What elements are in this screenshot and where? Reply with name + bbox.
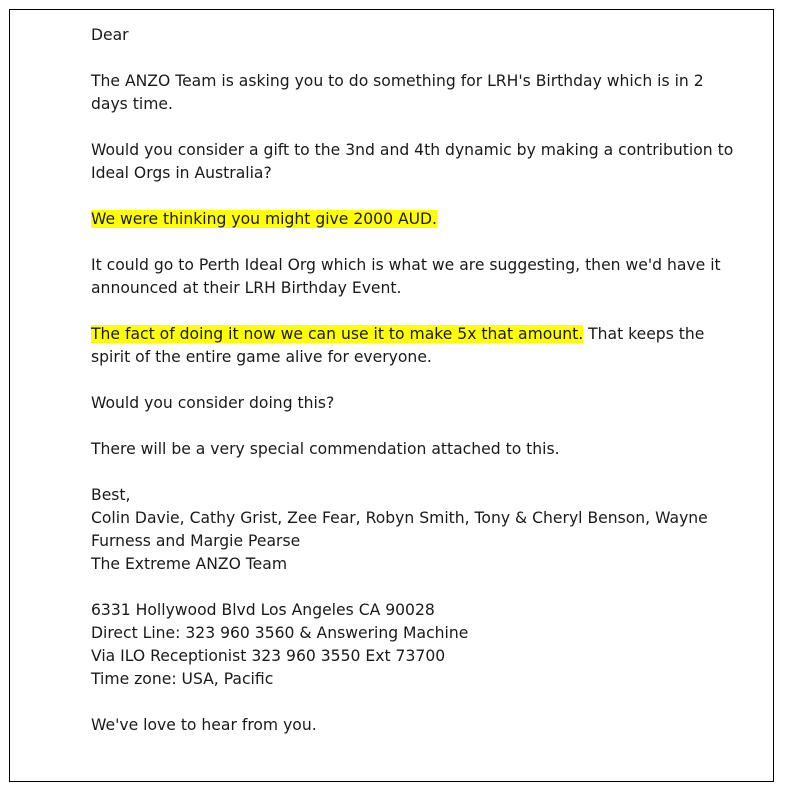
- greeting-text: Dear: [91, 26, 129, 44]
- paragraph-line-wrapper: [91, 323, 731, 346]
- signatories-line: Colin Davie, Cathy Grist, Zee Fear, Robyn Smith, Tony & Cheryl Benson, Wayne: [91, 509, 708, 527]
- paragraph-question: [91, 392, 731, 415]
- document-frame: [9, 9, 774, 782]
- paragraph-line: days time.: [91, 95, 173, 113]
- contact-direct-line: Direct Line: 323 960 3560 & Answering Machine: [91, 624, 469, 642]
- paragraph-line: spirit of the entire game alive for everyone.: [91, 348, 432, 366]
- letter-body: [91, 24, 734, 760]
- paragraph-multiplier: [91, 323, 731, 369]
- paragraph-commendation: [91, 438, 731, 461]
- paragraph-line-wrapper: [91, 208, 731, 231]
- signatories-line: Furness and Margie Pearse: [91, 532, 301, 550]
- paragraph-amount: [91, 208, 731, 231]
- paragraph-line: The ANZO Team is asking you to do something for LRH's Birthday which is in 2: [91, 72, 704, 90]
- highlighted-amount: We were thinking you might give 2000 AUD.: [91, 210, 438, 228]
- closing-text: We've love to hear from you.: [91, 716, 317, 734]
- greeting: [91, 24, 731, 47]
- signature-block: [91, 484, 731, 576]
- contact-receptionist: Via ILO Receptionist 323 960 3550 Ext 73700: [91, 647, 446, 665]
- signoff: Best,: [91, 486, 131, 504]
- paragraph-line: Would you consider doing this?: [91, 394, 335, 412]
- team-name: The Extreme ANZO Team: [91, 555, 288, 573]
- paragraph-gift: [91, 139, 734, 185]
- paragraph-line: There will be a very special commendation attached to this.: [91, 440, 560, 458]
- contact-block: [91, 599, 731, 691]
- paragraph-line: announced at their LRH Birthday Event.: [91, 279, 402, 297]
- highlighted-multiplier: The fact of doing it now we can use it to make 5x that amount.: [91, 325, 584, 343]
- paragraph-request: [91, 70, 731, 116]
- contact-address: 6331 Hollywood Blvd Los Angeles CA 90028: [91, 601, 435, 619]
- paragraph-line: It could go to Perth Ideal Org which is what we are suggesting, then we'd have it: [91, 256, 721, 274]
- closing: [91, 714, 731, 737]
- paragraph-line: Ideal Orgs in Australia?: [91, 164, 272, 182]
- paragraph-rest: That keeps the: [583, 325, 705, 343]
- paragraph-perth: [91, 254, 731, 300]
- contact-timezone: Time zone: USA, Pacific: [91, 670, 274, 688]
- paragraph-line: Would you consider a gift to the 3nd and 4th dynamic by making a contribution to: [91, 141, 734, 159]
